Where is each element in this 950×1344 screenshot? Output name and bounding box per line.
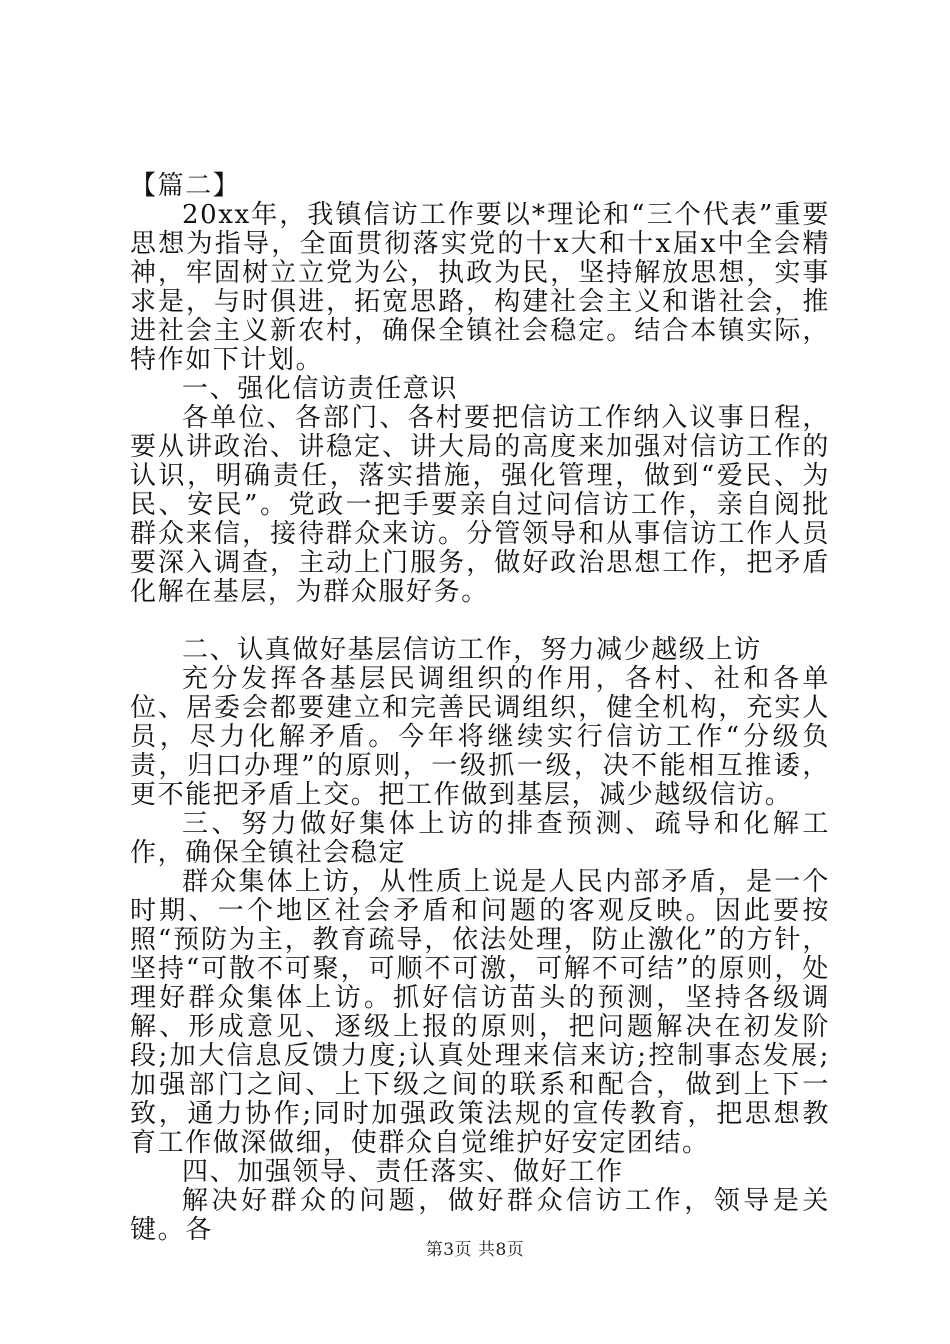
heading-4: 四、加强领导、责任落实、做好工作: [182, 1157, 624, 1187]
paragraph-2: 充分发挥各基层民调组织的作用，各村、社和各单位、居委会都要建立和完善民调组织，健全机构，充实人员，尽力化解矛盾。今年将继续实行信访工作“分级负责，归口办理”的原则，一级抓一级，决不能相互推诿，更不能把矛盾上交。把工作做到基层，减少越级信访。: [130, 664, 830, 810]
paragraph-gap: [130, 607, 830, 636]
section-marker: 【篇二】: [130, 171, 241, 201]
paragraph-1: 各单位、各部门、各村要把信访工作纳入议事日程，要从讲政治、讲稳定、讲大局的高度来加强对信访工作的认识，明确责任，落实措施，强化管理，做到“爱民、为民、安民”。党政一把手要亲自过问信访工作，亲自阅批群众来信，接待群众来访。分管领导和从事信访工作人员要深入调查，主动上门服务，做好政治思想工作，把矛盾化解在基层，为群众服好务。: [130, 403, 830, 607]
heading-1: 一、强化信访责任意识: [182, 374, 459, 404]
paragraph-3: 群众集体上访，从性质上说是人民内部矛盾，是一个时期、一个地区社会矛盾和问题的客观反映。因此要按照“预防为主，教育疏导，依法处理，防止激化”的方针，坚持“可散不可聚，可顺不可激，可解不可结”的原则，处理好群众集体上访。抓好信访苗头的预测，坚持各级调解、形成意见、逐级上报的原则，把问题解决在初发阶段;加大信息反馈力度;认真处理来信来访;控制事态发展;加强部门之间、上下级之间的联系和配合，做到上下一致，通力协作;同时加强政策法规的宣传教育，把思想教育工作做深做细，使群众自觉维护好安定团结。: [130, 867, 830, 1158]
page-footer: 第3页 共8页: [425, 1240, 525, 1260]
intro-paragraph: 20xx年，我镇信访工作要以*理论和“三个代表”重要思想为指导，全面贯彻落实党的十x大和十x届x中全会精神，牢固树立立党为公，执政为民，坚持解放思想，实事求是，与时俱进，拓宽思路，构建社会主义和谐社会，推进社会主义新农村，确保全镇社会稳定。结合本镇实际，特作如下计划。: [130, 200, 830, 375]
heading-2: 二、认真做好基层信访工作，努力减少越级上访: [182, 635, 762, 665]
document-body: [130, 172, 830, 1245]
heading-3: 三、努力做好集体上访的排查预测、疏导和化解工作，确保全镇社会稳定: [130, 809, 830, 868]
paragraph-4: 解决好群众的问题，做好群众信访工作，领导是关键。各: [130, 1186, 830, 1245]
